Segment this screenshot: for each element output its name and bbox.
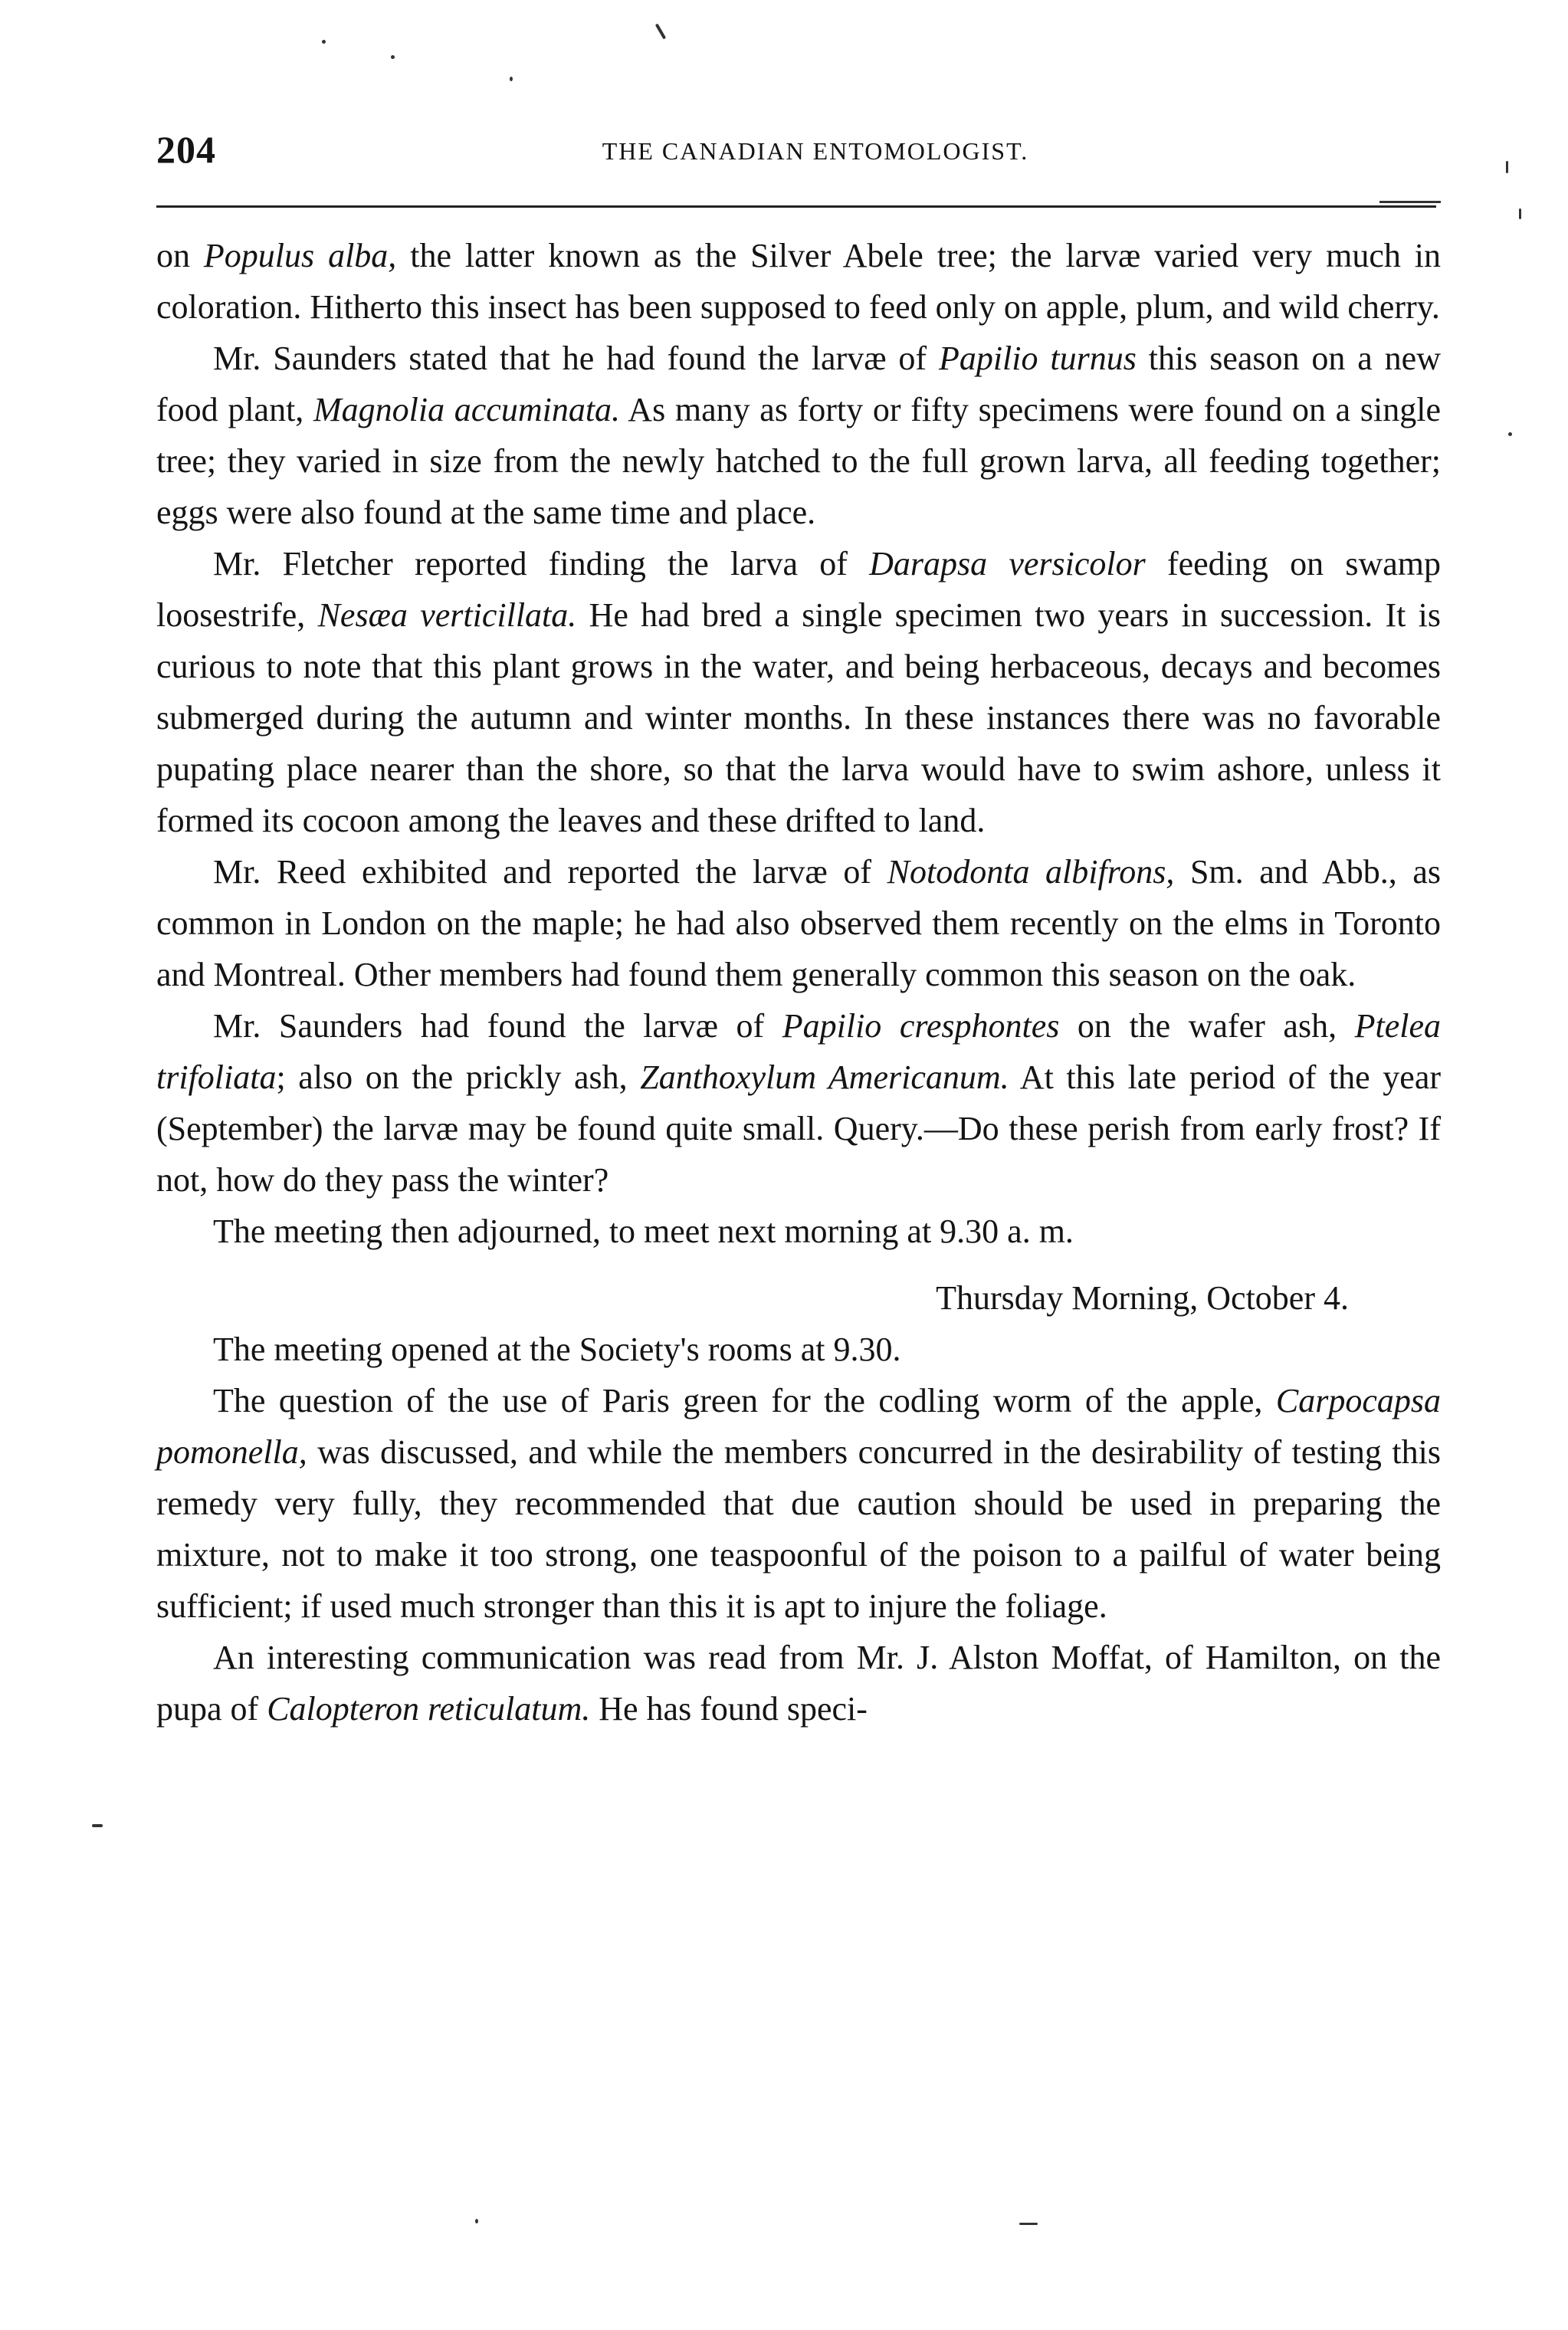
running-head: THE CANADIAN ENTOMOLOGIST. [602, 137, 1029, 165]
paragraph [156, 1375, 1441, 1632]
species-name: Papilio turnus [938, 340, 1137, 377]
species-name: Carpocapsa pomonella, [156, 1382, 1441, 1471]
paragraph [156, 1632, 1441, 1734]
text-run: Mr. Saunders stated that he had found the larvæ of [213, 340, 939, 377]
text-run: Mr. Reed exhibited and reported the larvæ of [213, 853, 887, 891]
ink-speck [1519, 208, 1521, 219]
text-run: He has found speci- [590, 1690, 868, 1728]
page-number: 204 [156, 128, 216, 171]
dateline: Thursday Morning, October 4. [936, 1279, 1349, 1317]
paragraph [156, 1206, 1441, 1257]
text-run: The question of the use of Paris green for the codling worm of the apple, [213, 1382, 1276, 1419]
species-name: Nesæa verticillata. [317, 596, 577, 634]
text-run: this season on a new food plant, [156, 340, 1441, 428]
ink-speck [322, 40, 326, 44]
ink-speck [1506, 161, 1508, 173]
text-run: Mr. Saunders had found the larvæ of [213, 1007, 782, 1045]
paragraph [156, 846, 1441, 1000]
ink-speck [92, 1824, 103, 1827]
header-rule-tail [1379, 201, 1441, 203]
text-run: Sm. and Abb., as common in London on the maple; he had also observed them recently on the elms in Toronto and Montreal. Other members had found them generally common this season on the oak. [156, 853, 1442, 993]
text-run: As many as forty or fifty specimens were found on a single tree; they varied in size from the newly hatched to the full grown larva, all feeding together; eggs were also found at the same time and place. [156, 391, 1441, 531]
text-run: the latter known as the Silver Abele tree; the larvæ varied very much in coloration. Hitherto this insect has been supposed to feed only on apple, plum, and wild cherry. [156, 237, 1441, 326]
species-name: Ptelea trifoliata [156, 1007, 1442, 1096]
text-run: ; also on the prickly ash, [276, 1058, 641, 1096]
species-name: Populus alba, [203, 237, 397, 274]
ink-speck [475, 2219, 478, 2223]
paragraph [156, 1324, 1441, 1375]
text-run: He had bred a single specimen two years in succession. It is curious to note that this plant grows in the water, and being herbaceous, decays and becomes submerged during the autumn and winter months. In these instances there was no favorable pupating place nearer than the shore, so that the larva would have to swim ashore, unless it formed its cocoon among the leaves and these drifted to land. [156, 596, 1441, 839]
species-name: Notodonta albifrons, [887, 853, 1175, 891]
species-name: Zanthoxylum Americanum. [640, 1058, 1009, 1096]
species-name: Calopteron reticulatum. [267, 1690, 591, 1728]
text-run: was discussed, and while the members concurred in the desirability of testing this remedy very fully, they recommended that due caution should be used in preparing the mixture, not to make it too strong, one teaspoonful of the poison to a pailful of water being sufficient; if used much stronger than this it is apt to injure the foliage. [156, 1433, 1441, 1625]
species-name: Darapsa versicolor [869, 545, 1146, 582]
paragraph [156, 333, 1441, 538]
text-run: on the wafer ash, [1059, 1007, 1355, 1045]
text-run: The meeting then adjourned, to meet next morning at 9.30 a. m. [213, 1213, 1074, 1250]
text-run: on [156, 237, 204, 274]
text-run: feeding on swamp loosestrife, [156, 545, 1441, 634]
ink-speck [1508, 432, 1512, 436]
ink-speck [510, 77, 513, 81]
continued-paragraph [156, 230, 1441, 333]
ink-speck [391, 55, 395, 59]
header-rule [156, 205, 1436, 208]
text-run: At this late period of the year (September) the larvæ may be found quite small. Query.—Do these perish from early frost? If not, how do they pass the winter? [156, 1058, 1442, 1199]
text-run: The meeting opened at the Society's rooms at 9.30. [213, 1331, 901, 1368]
species-name: Papilio cresphontes [782, 1007, 1060, 1045]
body-text [156, 230, 1441, 1734]
species-name: Magnolia accuminata. [313, 391, 621, 428]
paragraph [156, 1000, 1441, 1206]
page-header [156, 126, 1475, 180]
text-run: Mr. Fletcher reported finding the larva of [213, 545, 870, 582]
ink-speck [655, 23, 666, 39]
text-run: An interesting communication was read from Mr. J. Alston Moffat, of Hamilton, on the pupa of [156, 1639, 1441, 1728]
ink-speck [1019, 2223, 1038, 2225]
paragraph [156, 538, 1441, 846]
